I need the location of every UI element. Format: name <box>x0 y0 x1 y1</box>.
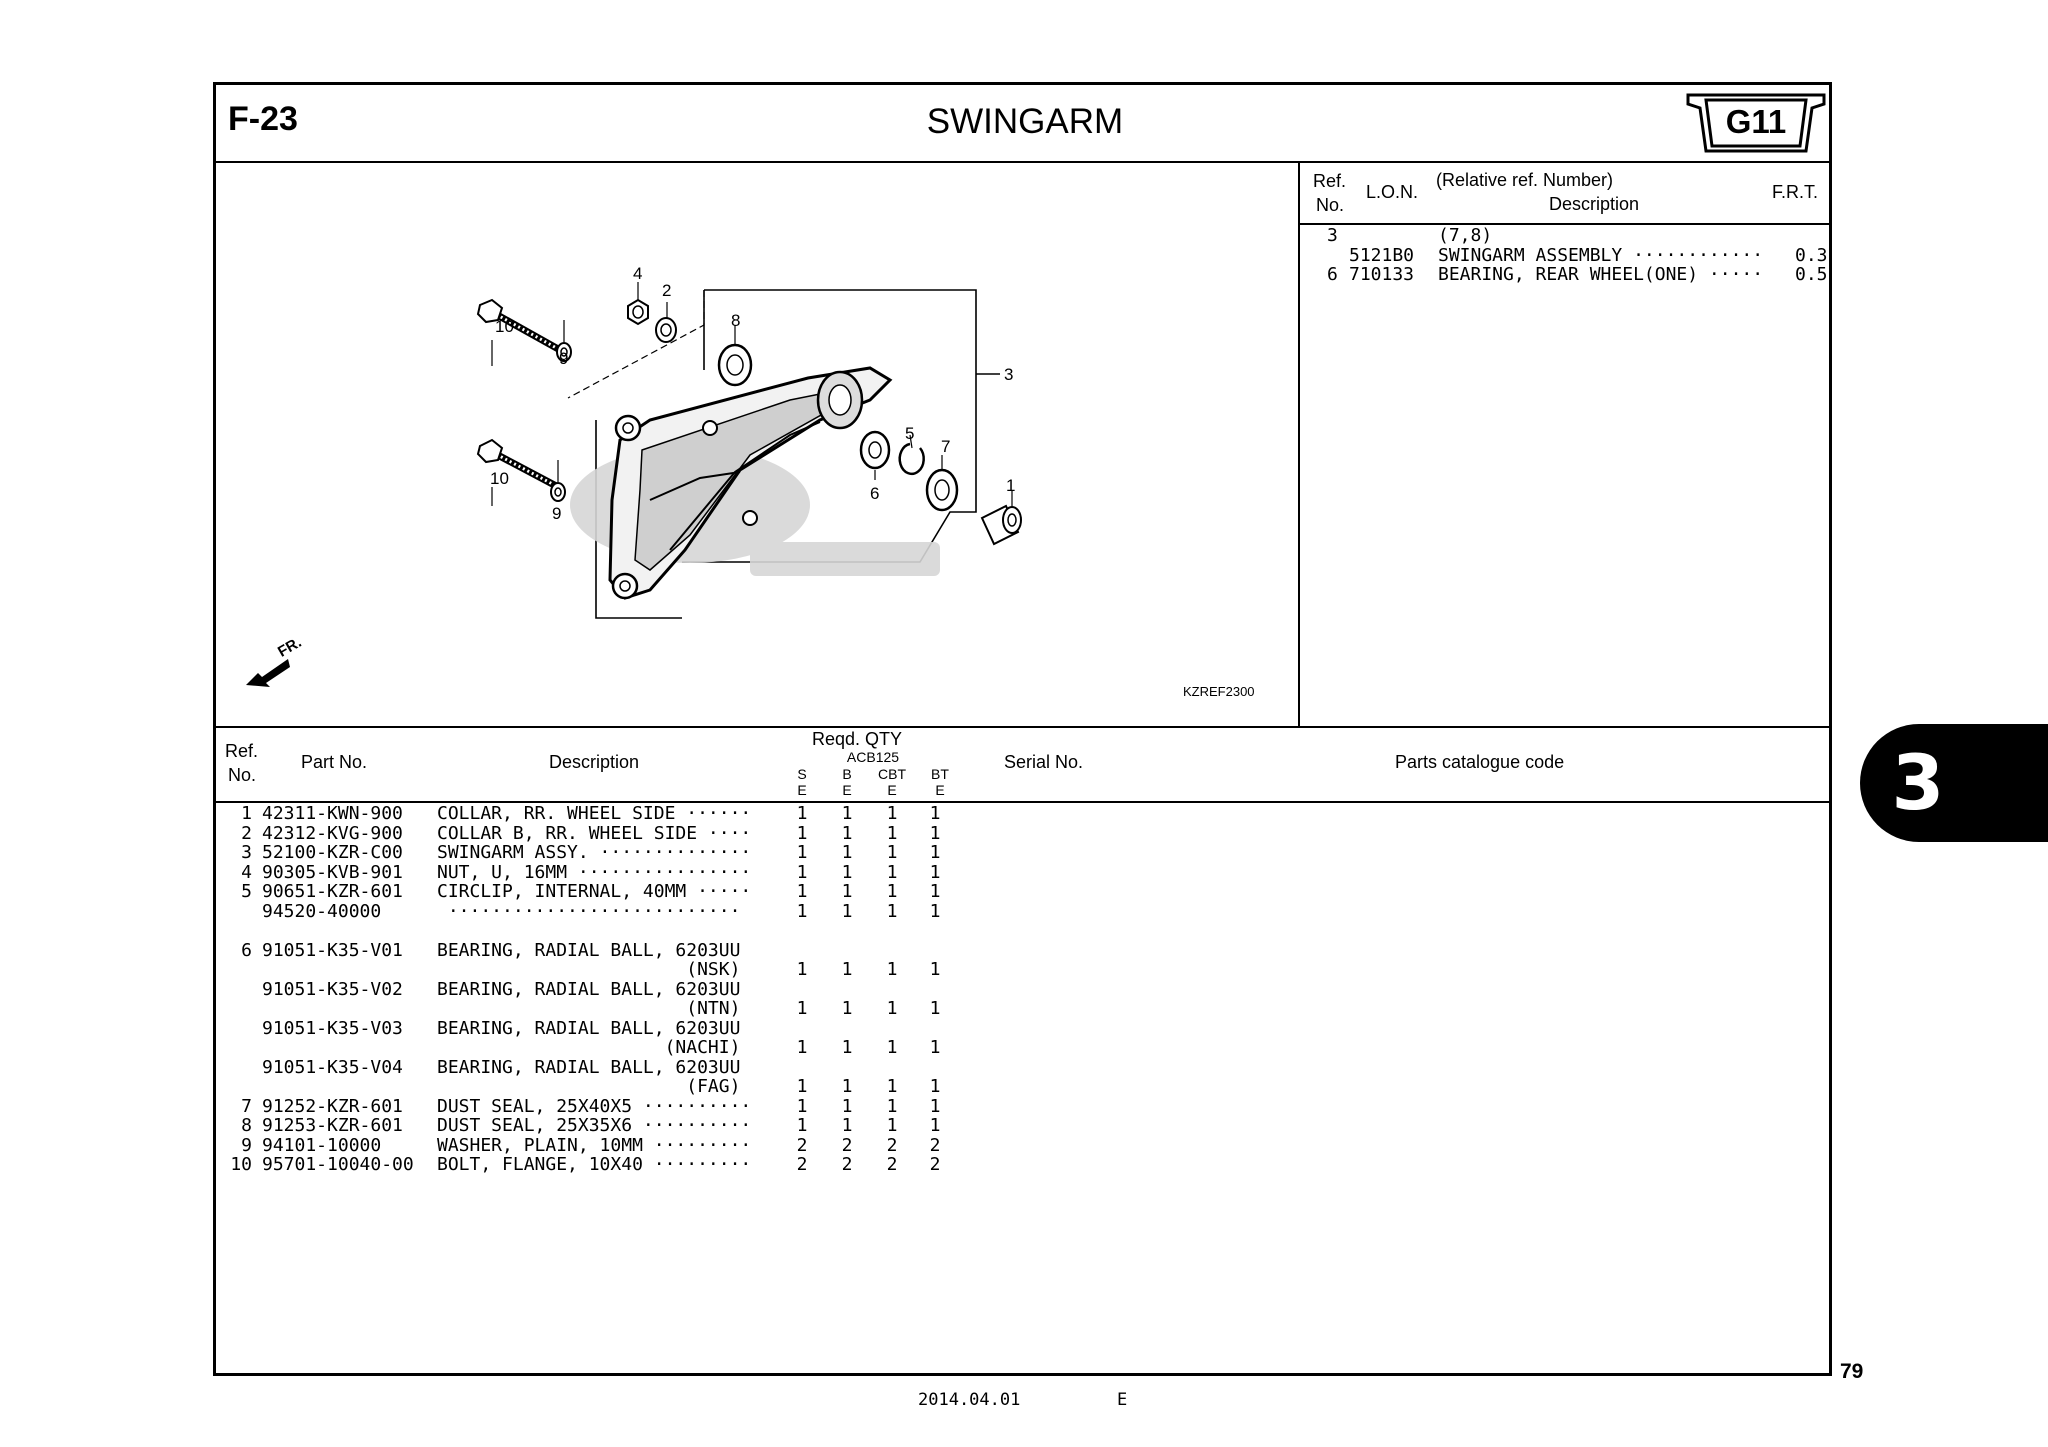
part-description: DUST SEAL, 25X35X6 ·········· <box>437 1115 752 1136</box>
qty-cell: 1 <box>796 959 808 980</box>
qty-cell: 1 <box>886 900 898 922</box>
qty-cell: 1 <box>886 1076 898 1097</box>
qty-cell: 1 <box>796 1115 808 1136</box>
ref-no: 5 <box>241 881 252 902</box>
frt-desc: BEARING, REAR WHEEL(ONE) ····· <box>1438 264 1764 285</box>
qty-cell: 1 <box>796 861 808 883</box>
front-arrow-icon <box>244 655 292 689</box>
table-row <box>0 843 2048 863</box>
callout-7: 7 <box>941 437 951 456</box>
table-row <box>0 1155 2048 1175</box>
callout-8: 8 <box>731 311 741 330</box>
part-description: (NACHI) <box>437 1037 741 1058</box>
section-tab-number: 3 <box>1891 738 1945 827</box>
qty-cell: 2 <box>841 1154 853 1175</box>
frt-value: 0.5 <box>1795 264 1828 285</box>
qty-cell: 1 <box>841 1037 853 1058</box>
frt-ref: 3 <box>1327 225 1338 246</box>
table-row <box>0 902 2048 922</box>
table-row <box>0 1019 2048 1039</box>
ref-no: 4 <box>241 861 252 883</box>
qty-cell: 1 <box>929 861 941 883</box>
callout-4: 4 <box>633 264 643 283</box>
table-row <box>0 804 2048 824</box>
frt-lon-header: L.O.N. <box>1366 182 1419 202</box>
part-number: 94101-10000 <box>262 1134 382 1156</box>
parts-catalogue-code-header: Parts catalogue code <box>1395 752 1565 772</box>
callout-9-lower: 9 <box>552 504 562 523</box>
part-description: WASHER, PLAIN, 10MM ········· <box>437 1134 752 1156</box>
qty-cell: 2 <box>796 1154 808 1175</box>
ref-no: 10 <box>230 1154 252 1175</box>
qty-cell: 1 <box>796 998 808 1019</box>
qty-col-cbt-top: CBT <box>878 766 906 782</box>
part-description: NUT, U, 16MM ················ <box>437 861 752 883</box>
qty-cell: 1 <box>886 959 898 980</box>
qty-col-b-top: B <box>842 766 852 782</box>
qty-cell: 2 <box>886 1134 898 1156</box>
part-number: 90651-KZR-601 <box>262 881 403 902</box>
table-row <box>0 1058 2048 1078</box>
qty-cell: 1 <box>886 1037 898 1058</box>
qty-cell: 1 <box>929 959 941 980</box>
swingarm-exploded-diagram <box>230 250 1050 640</box>
qty-cell: 1 <box>841 842 853 863</box>
qty-cell: 1 <box>929 1115 941 1136</box>
page-title: SWINGARM <box>926 102 1124 141</box>
diagram-bottom-divider <box>213 726 1832 728</box>
frt-ref-header-2: No. <box>1316 195 1345 215</box>
parts-ref-header-2: No. <box>228 765 257 785</box>
part-description: (FAG) <box>437 1076 741 1097</box>
table-row <box>0 1136 2048 1156</box>
qty-cell: 1 <box>796 803 808 824</box>
qty-col-s-bottom: E <box>797 782 807 798</box>
figure-code: F-23 <box>228 100 298 138</box>
parts-table-body <box>0 804 2048 1184</box>
table-row <box>0 1077 2048 1097</box>
callout-3: 3 <box>1004 365 1014 384</box>
qty-cell: 1 <box>929 842 941 863</box>
table-row <box>0 941 2048 961</box>
qty-cell: 1 <box>796 842 808 863</box>
table-row <box>0 1097 2048 1117</box>
qty-cell: 1 <box>886 1115 898 1136</box>
qty-cell: 1 <box>929 803 941 824</box>
qty-col-bt-top: BT <box>931 766 949 782</box>
table-row <box>0 882 2048 902</box>
callout-1: 1 <box>1006 476 1016 495</box>
table-row <box>0 863 2048 883</box>
callout-5: 5 <box>905 424 915 443</box>
ref-no: 9 <box>241 1134 252 1156</box>
parts-ref-header-1: Ref. <box>225 741 259 761</box>
callout-2: 2 <box>662 281 672 300</box>
table-row <box>0 824 2048 844</box>
qty-cell: 2 <box>929 1154 941 1175</box>
qty-cell: 1 <box>886 861 898 883</box>
qty-cell: 1 <box>886 1095 898 1117</box>
frt-ref-header-1: Ref. <box>1313 171 1347 191</box>
frt-lon: 5121B0 <box>1349 244 1415 266</box>
frt-row <box>0 264 1828 285</box>
ref-no: 8 <box>241 1115 252 1136</box>
part-number: 95701-10040-00 <box>262 1154 414 1175</box>
part-description: (NTN) <box>437 998 741 1019</box>
header-divider <box>213 161 1832 163</box>
part-description: (NSK) <box>437 959 741 980</box>
part-description: ··························· <box>437 900 741 922</box>
footer-edition: E <box>1117 1390 1128 1410</box>
part-number: 42312-KVG-900 <box>262 822 403 844</box>
part-number: 91051-K35-V01 <box>262 939 403 961</box>
callout-10-upper: 10 <box>495 317 514 336</box>
qty-cell: 1 <box>796 1076 808 1097</box>
table-row <box>0 921 2048 941</box>
part-description: COLLAR, RR. WHEEL SIDE ······ <box>437 803 752 824</box>
qty-cell: 1 <box>841 959 853 980</box>
footer-date: 2014.04.01 <box>918 1390 1021 1410</box>
qty-col-cbt-bottom: E <box>887 782 897 798</box>
qty-col-s-top: S <box>797 766 807 782</box>
qty-cell: 1 <box>796 900 808 922</box>
frt-desc: (7,8) <box>1438 225 1493 246</box>
qty-cell: 1 <box>841 881 853 902</box>
qty-cell: 1 <box>841 1115 853 1136</box>
frt-ref: 6 <box>1327 264 1338 285</box>
part-description: SWINGARM ASSY. ·············· <box>437 842 752 863</box>
qty-cell: 1 <box>929 1037 941 1058</box>
qty-cell: 1 <box>841 1076 853 1097</box>
qty-cell: 1 <box>886 842 898 863</box>
qty-cell: 1 <box>886 803 898 824</box>
part-description: BEARING, RADIAL BALL, 6203UU <box>437 939 741 961</box>
frt-value: 0.3 <box>1795 244 1828 266</box>
qty-cell: 1 <box>929 998 941 1019</box>
qty-cell: 2 <box>841 1134 853 1156</box>
ref-no: 2 <box>241 822 252 844</box>
parts-part-no-header: Part No. <box>301 752 368 772</box>
table-row <box>0 1038 2048 1058</box>
part-description: DUST SEAL, 25X40X5 ·········· <box>437 1095 752 1117</box>
frt-description-header: Description <box>1549 194 1640 214</box>
parts-reqd-qty-header: Reqd. QTY <box>812 729 903 749</box>
callout-9-upper: 9 <box>559 349 569 368</box>
part-number: 42311-KWN-900 <box>262 803 403 824</box>
qty-cell: 1 <box>886 822 898 844</box>
qty-cell: 1 <box>929 881 941 902</box>
frt-header-divider <box>1299 223 1832 225</box>
qty-cell: 1 <box>929 1095 941 1117</box>
callout-6: 6 <box>870 484 880 503</box>
frt-lon: 710133 <box>1349 264 1415 285</box>
qty-col-b-bottom: E <box>842 782 852 798</box>
table-row <box>0 980 2048 1000</box>
group-code: G11 <box>1725 103 1787 140</box>
qty-cell: 2 <box>886 1154 898 1175</box>
qty-cell: 1 <box>929 822 941 844</box>
part-number: 91252-KZR-601 <box>262 1095 403 1117</box>
qty-cell: 1 <box>841 900 853 922</box>
part-number: 91051-K35-V03 <box>262 1017 403 1039</box>
callout-10-lower: 10 <box>490 469 509 488</box>
illustration-code: KZREF2300 <box>1183 684 1255 699</box>
ref-no: 7 <box>241 1095 252 1117</box>
qty-cell: 1 <box>841 1095 853 1117</box>
part-description: BOLT, FLANGE, 10X40 ········· <box>437 1154 752 1175</box>
qty-cell: 1 <box>886 881 898 902</box>
frt-row <box>0 244 1828 266</box>
part-number: 90305-KVB-901 <box>262 861 403 883</box>
qty-cell: 1 <box>841 803 853 824</box>
frt-rel-ref-header: (Relative ref. Number) <box>1436 170 1614 190</box>
parts-description-header: Description <box>549 752 640 772</box>
qty-cell: 2 <box>929 1134 941 1156</box>
qty-col-bt-bottom: E <box>935 782 945 798</box>
qty-cell: 1 <box>796 881 808 902</box>
page-number: 79 <box>1840 1360 1864 1383</box>
frt-table <box>0 226 2048 296</box>
part-number: 91051-K35-V02 <box>262 978 403 1000</box>
part-number: 91253-KZR-601 <box>262 1115 403 1136</box>
part-number: 94520-40000 <box>262 900 382 922</box>
frt-desc: SWINGARM ASSEMBLY ············ <box>1438 244 1764 266</box>
part-description: BEARING, RADIAL BALL, 6203UU <box>437 978 741 1000</box>
qty-cell: 1 <box>841 998 853 1019</box>
table-row <box>0 960 2048 980</box>
qty-cell: 1 <box>841 861 853 883</box>
qty-cell: 1 <box>796 1037 808 1058</box>
qty-cell: 1 <box>886 998 898 1019</box>
table-row <box>0 1116 2048 1136</box>
qty-cell: 1 <box>929 1076 941 1097</box>
qty-cell: 1 <box>796 1095 808 1117</box>
ref-no: 1 <box>241 803 252 824</box>
ref-no: 6 <box>241 939 252 961</box>
qty-cell: 2 <box>796 1134 808 1156</box>
qty-cell: 1 <box>796 822 808 844</box>
frt-row <box>0 225 1493 246</box>
ref-no: 3 <box>241 842 252 863</box>
frt-frt-header: F.R.T. <box>1772 182 1819 202</box>
qty-cell: 1 <box>929 900 941 922</box>
part-number: 52100-KZR-C00 <box>262 842 403 863</box>
part-number: 91051-K35-V04 <box>262 1056 403 1078</box>
table-row <box>0 999 2048 1019</box>
parts-serial-no-header: Serial No. <box>1004 752 1084 772</box>
part-description: BEARING, RADIAL BALL, 6203UU <box>437 1056 741 1078</box>
part-description: CIRCLIP, INTERNAL, 40MM ····· <box>437 881 752 902</box>
qty-cell: 1 <box>841 822 853 844</box>
front-indicator-label: FR. <box>275 633 305 661</box>
part-description: COLLAR B, RR. WHEEL SIDE ···· <box>437 822 752 844</box>
part-description: BEARING, RADIAL BALL, 6203UU <box>437 1017 741 1039</box>
parts-model-header: ACB125 <box>846 749 900 765</box>
